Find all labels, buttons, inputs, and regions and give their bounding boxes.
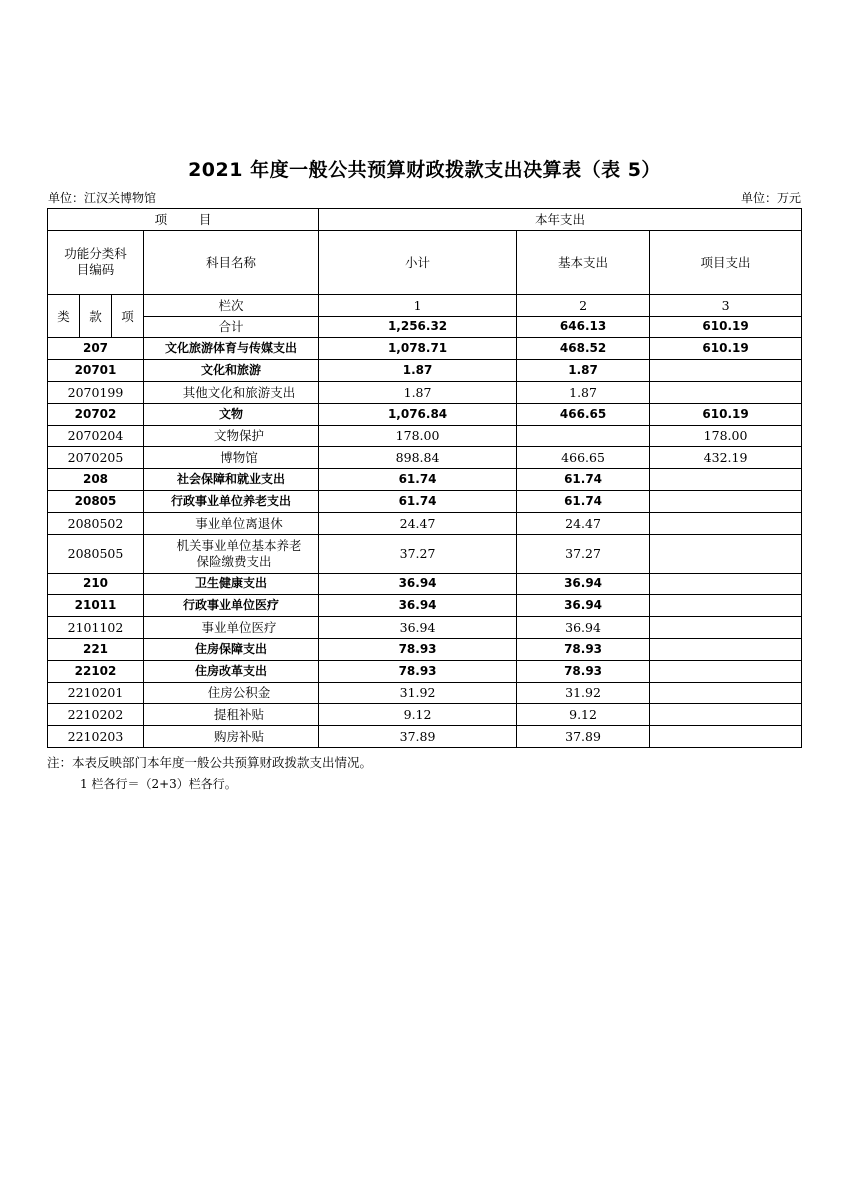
header-subject-name: 科目名称 [144, 230, 319, 294]
row-basic: 9.12 [517, 704, 650, 726]
row-code: 2101102 [48, 617, 144, 639]
row-subtotal: 36.94 [319, 573, 517, 595]
header-col1: 1 [319, 294, 517, 316]
row-code: 210 [48, 573, 144, 595]
row-code: 20701 [48, 360, 144, 382]
table-row [48, 534, 802, 573]
table-note-formula: 1 栏各行＝（2+3）栏各行。 [80, 777, 237, 791]
table-row [48, 595, 802, 617]
table-row [48, 360, 802, 382]
total-row [48, 316, 802, 338]
row-subtotal: 178.00 [319, 425, 517, 447]
row-project [650, 360, 802, 382]
row-subtotal: 37.27 [319, 534, 517, 573]
row-basic: 31.92 [517, 682, 650, 704]
row-name: 社会保障和就业支出 [144, 469, 319, 491]
row-basic: 466.65 [517, 403, 650, 425]
row-subtotal: 1.87 [319, 360, 517, 382]
table-note: 注：本表反映部门本年度一般公共预算财政拨款支出情况。 [47, 755, 373, 770]
row-subtotal: 9.12 [319, 704, 517, 726]
header-col3: 3 [650, 294, 802, 316]
header-lei: 类 [48, 294, 80, 338]
header-project: 项 目 [48, 209, 319, 231]
header-xiang: 项 [112, 294, 144, 338]
header-row-2 [48, 230, 802, 294]
header-subtotal: 小计 [319, 230, 517, 294]
page-title: 2021 年度一般公共预算财政拨款支出决算表（表 5） [188, 159, 661, 181]
table-row [48, 682, 802, 704]
row-basic: 61.74 [517, 469, 650, 491]
table-row [48, 704, 802, 726]
table-row [48, 660, 802, 682]
table-row [48, 638, 802, 660]
row-basic: 36.94 [517, 595, 650, 617]
row-basic: 1.87 [517, 381, 650, 403]
row-code: 22102 [48, 660, 144, 682]
row-basic: 78.93 [517, 638, 650, 660]
row-code: 208 [48, 469, 144, 491]
row-code: 21011 [48, 595, 144, 617]
table-row [48, 512, 802, 534]
row-subtotal: 898.84 [319, 447, 517, 469]
row-subtotal: 36.94 [319, 595, 517, 617]
header-col2: 2 [517, 294, 650, 316]
row-project: 610.19 [650, 403, 802, 425]
row-project [650, 512, 802, 534]
row-project: 610.19 [650, 338, 802, 360]
row-name: 卫生健康支出 [144, 573, 319, 595]
row-code: 2080502 [48, 512, 144, 534]
header-func-code [48, 230, 144, 294]
row-basic: 37.27 [517, 534, 650, 573]
row-code: 207 [48, 338, 144, 360]
row-project [650, 660, 802, 682]
row-code: 2210201 [48, 682, 144, 704]
total-project: 610.19 [650, 316, 802, 338]
header-kuan: 款 [80, 294, 112, 338]
row-name: 住房改革支出 [144, 660, 319, 682]
row-subtotal: 78.93 [319, 638, 517, 660]
row-subtotal: 1,076.84 [319, 403, 517, 425]
row-project [650, 469, 802, 491]
row-name: 购房补贴 [144, 726, 319, 748]
row-code: 2070199 [48, 381, 144, 403]
table-row [48, 381, 802, 403]
total-label: 合计 [144, 316, 319, 338]
table-row [48, 338, 802, 360]
row-name: 行政事业单位医疗 [144, 595, 319, 617]
row-project [650, 617, 802, 639]
row-subtotal: 78.93 [319, 660, 517, 682]
header-basic: 基本支出 [517, 230, 650, 294]
row-code: 2070204 [48, 425, 144, 447]
row-name: 事业单位医疗 [144, 617, 319, 639]
table-row [48, 403, 802, 425]
row-project [650, 490, 802, 512]
row-code: 221 [48, 638, 144, 660]
table-row [48, 425, 802, 447]
row-code: 20805 [48, 490, 144, 512]
row-basic: 36.94 [517, 617, 650, 639]
row-basic: 36.94 [517, 573, 650, 595]
row-code: 20702 [48, 403, 144, 425]
row-name-line2: 保险缴费支出 [196, 553, 272, 569]
unit-organization: 单位：江汉关博物馆 [48, 191, 157, 205]
row-name: 博物馆 [144, 447, 319, 469]
row-basic: 24.47 [517, 512, 650, 534]
header-this-year: 本年支出 [319, 209, 802, 231]
row-code: 2080505 [48, 534, 144, 573]
row-project [650, 704, 802, 726]
row-name: 其他文化和旅游支出 [144, 381, 319, 403]
table-row [48, 490, 802, 512]
row-name: 住房公积金 [144, 682, 319, 704]
row-project [650, 573, 802, 595]
row-name-line1: 机关事业单位基本养老 [176, 537, 302, 553]
row-name: 提租补贴 [144, 704, 319, 726]
total-subtotal: 1,256.32 [319, 316, 517, 338]
header-project-exp: 项目支出 [650, 230, 802, 294]
row-project [650, 534, 802, 573]
row-name: 事业单位离退休 [144, 512, 319, 534]
row-name: 文化和旅游 [144, 360, 319, 382]
header-func-code-line1: 功能分类科 [64, 246, 127, 262]
budget-table [47, 208, 802, 748]
row-code: 2210202 [48, 704, 144, 726]
row-name: 文物 [144, 403, 319, 425]
table-row [48, 617, 802, 639]
row-name: 文物保护 [144, 425, 319, 447]
row-project [650, 682, 802, 704]
header-row-3 [48, 294, 802, 316]
table-row [48, 573, 802, 595]
row-name: 行政事业单位养老支出 [144, 490, 319, 512]
table-row [48, 726, 802, 748]
unit-currency: 单位：万元 [740, 191, 801, 205]
row-project: 432.19 [650, 447, 802, 469]
row-subtotal: 1,078.71 [319, 338, 517, 360]
row-name [144, 534, 319, 573]
row-name: 住房保障支出 [144, 638, 319, 660]
header-row-1 [48, 209, 802, 231]
row-project: 178.00 [650, 425, 802, 447]
row-code: 2070205 [48, 447, 144, 469]
row-name: 文化旅游体育与传媒支出 [144, 338, 319, 360]
row-subtotal: 1.87 [319, 381, 517, 403]
row-subtotal: 36.94 [319, 617, 517, 639]
row-project [650, 726, 802, 748]
header-col-label: 栏次 [144, 294, 319, 316]
total-basic: 646.13 [517, 316, 650, 338]
row-subtotal: 37.89 [319, 726, 517, 748]
row-project [650, 638, 802, 660]
row-subtotal: 61.74 [319, 490, 517, 512]
table-row [48, 447, 802, 469]
header-func-code-line2: 目编码 [76, 262, 115, 278]
row-code: 2210203 [48, 726, 144, 748]
row-basic: 78.93 [517, 660, 650, 682]
row-project [650, 595, 802, 617]
row-basic: 466.65 [517, 447, 650, 469]
row-project [650, 381, 802, 403]
row-subtotal: 24.47 [319, 512, 517, 534]
row-basic: 37.89 [517, 726, 650, 748]
row-basic: 61.74 [517, 490, 650, 512]
table-row [48, 469, 802, 491]
row-subtotal: 61.74 [319, 469, 517, 491]
row-basic [517, 425, 650, 447]
row-basic: 468.52 [517, 338, 650, 360]
row-subtotal: 31.92 [319, 682, 517, 704]
row-basic: 1.87 [517, 360, 650, 382]
